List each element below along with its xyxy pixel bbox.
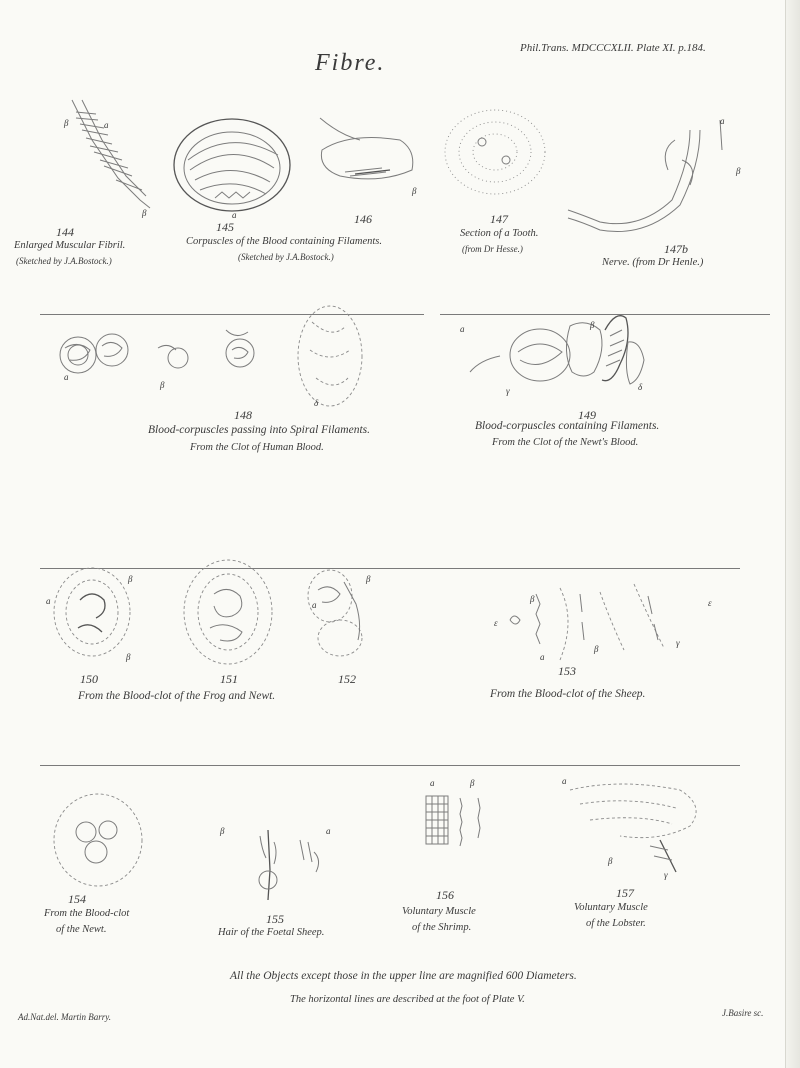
figure-154-caption-2: of the Newt.	[56, 924, 107, 935]
letter-beta: β	[412, 186, 417, 196]
figure-152-number: 152	[338, 672, 356, 686]
figure-145-caption: Corpuscles of the Blood containing Filaments.	[186, 236, 382, 247]
figure-145-number: 145	[216, 220, 234, 234]
figure-145-drawing	[174, 119, 290, 211]
letter-alpha: a	[562, 776, 567, 786]
figure-153-caption: From the Blood-clot of the Sheep.	[490, 688, 646, 700]
figure-147-drawing	[445, 110, 545, 194]
figure-156-caption-2: of the Shrimp.	[412, 922, 472, 933]
letter-delta: δ	[314, 398, 319, 408]
letter-alpha: a	[232, 210, 237, 220]
figure-157-caption-2: of the Lobster.	[586, 918, 646, 929]
letter-delta: δ	[638, 382, 643, 392]
figure-157-number: 157	[616, 886, 634, 900]
letter-gamma: γ	[506, 386, 510, 396]
letter-beta: β	[142, 208, 147, 218]
letter-beta: β	[530, 594, 535, 604]
figure-147b-caption: Nerve. (from Dr Henle.)	[602, 257, 704, 268]
letter-beta: β	[470, 778, 475, 788]
figure-148-credit: From the Clot of Human Blood.	[190, 442, 324, 453]
figure-147-caption: Section of a Tooth.	[460, 228, 539, 239]
figure-146-number: 146	[354, 212, 372, 226]
footer-note: All the Objects except those in the upper line are magnified 600 Diameters.	[230, 970, 577, 982]
letter-alpha: a	[326, 826, 331, 836]
letter-gamma: γ	[664, 870, 668, 880]
letter-beta: β	[366, 574, 371, 584]
figure-144-drawing	[72, 100, 150, 208]
figure-144-caption: Enlarged Muscular Fibril.	[14, 240, 126, 251]
figure-144-credit: (Sketched by J.A.Bostock.)	[16, 256, 112, 266]
letter-beta: β	[736, 166, 741, 176]
figure-149-credit: From the Clot of the Newt's Blood.	[492, 437, 639, 448]
figure-154-drawing	[54, 794, 142, 886]
figure-147-number: 147	[490, 212, 508, 226]
figure-148-number: 148	[234, 408, 252, 422]
figure-156-drawing	[426, 796, 480, 846]
figure-145-credit: (Sketched by J.A.Bostock.)	[238, 252, 334, 262]
footer-note-2: The horizontal lines are described at the foot of Plate V.	[290, 994, 525, 1005]
letter-beta: β	[590, 320, 595, 330]
letter-beta: β	[220, 826, 225, 836]
figure-154-number: 154	[68, 892, 86, 906]
figure-155-number: 155	[266, 912, 284, 926]
figure-157-drawing	[570, 784, 696, 872]
figure-154-caption: From the Blood-clot	[44, 908, 130, 919]
letter-beta: β	[608, 856, 613, 866]
figure-156-number: 156	[436, 888, 454, 902]
letter-beta: β	[126, 652, 131, 662]
figure-146-drawing	[320, 118, 413, 179]
figure-151-number: 151	[220, 672, 238, 686]
letter-alpha: a	[46, 596, 51, 606]
plate-title: Fibre.	[315, 50, 386, 76]
letter-alpha: a	[430, 778, 435, 788]
letter-alpha: a	[540, 652, 545, 662]
letter-beta: β	[594, 644, 599, 654]
figure-149-drawing	[470, 316, 644, 384]
letter-beta: β	[64, 118, 69, 128]
figure-147b-number: 147b	[664, 242, 688, 256]
figure-148-drawing	[60, 306, 362, 406]
letter-beta: β	[128, 574, 133, 584]
letter-alpha: a	[720, 116, 725, 126]
letter-epsilon: ε	[494, 618, 498, 628]
engraver-credit: J.Basire sc.	[722, 1008, 764, 1018]
figure-148-caption: Blood-corpuscles passing into Spiral Filaments.	[148, 424, 371, 436]
figure-149-number: 149	[578, 408, 596, 422]
figure-144-number: 144	[56, 225, 74, 239]
figure-157-caption: Voluntary Muscle	[574, 902, 648, 913]
artist-credit: Ad.Nat.del. Martin Barry.	[18, 1012, 111, 1022]
figure-155-caption: Hair of the Foetal Sheep.	[218, 927, 325, 938]
letter-alpha: a	[64, 372, 69, 382]
figure-156-caption: Voluntary Muscle	[402, 906, 476, 917]
figure-153-number: 153	[558, 664, 576, 678]
figure-147b-drawing	[568, 120, 722, 232]
figure-150-drawing	[54, 568, 133, 656]
figure-150-number: 150	[80, 672, 98, 686]
letter-alpha: a	[460, 324, 465, 334]
letter-gamma: γ	[676, 638, 680, 648]
letter-alpha: a	[104, 120, 109, 130]
figure-151-caption: From the Blood-clot of the Frog and Newt.	[78, 690, 276, 702]
letter-alpha: a	[312, 600, 317, 610]
letter-beta: β	[160, 380, 165, 390]
figure-155-drawing	[259, 830, 319, 900]
figure-151-drawing	[184, 560, 272, 664]
letter-epsilon: ε	[708, 598, 712, 608]
plate-reference: Phil.Trans. MDCCCXLII. Plate XI. p.184.	[520, 42, 706, 54]
figure-152-drawing	[308, 570, 362, 656]
figure-149-caption: Blood-corpuscles containing Filaments.	[475, 420, 660, 432]
figure-147-credit: (from Dr Hesse.)	[462, 244, 523, 254]
